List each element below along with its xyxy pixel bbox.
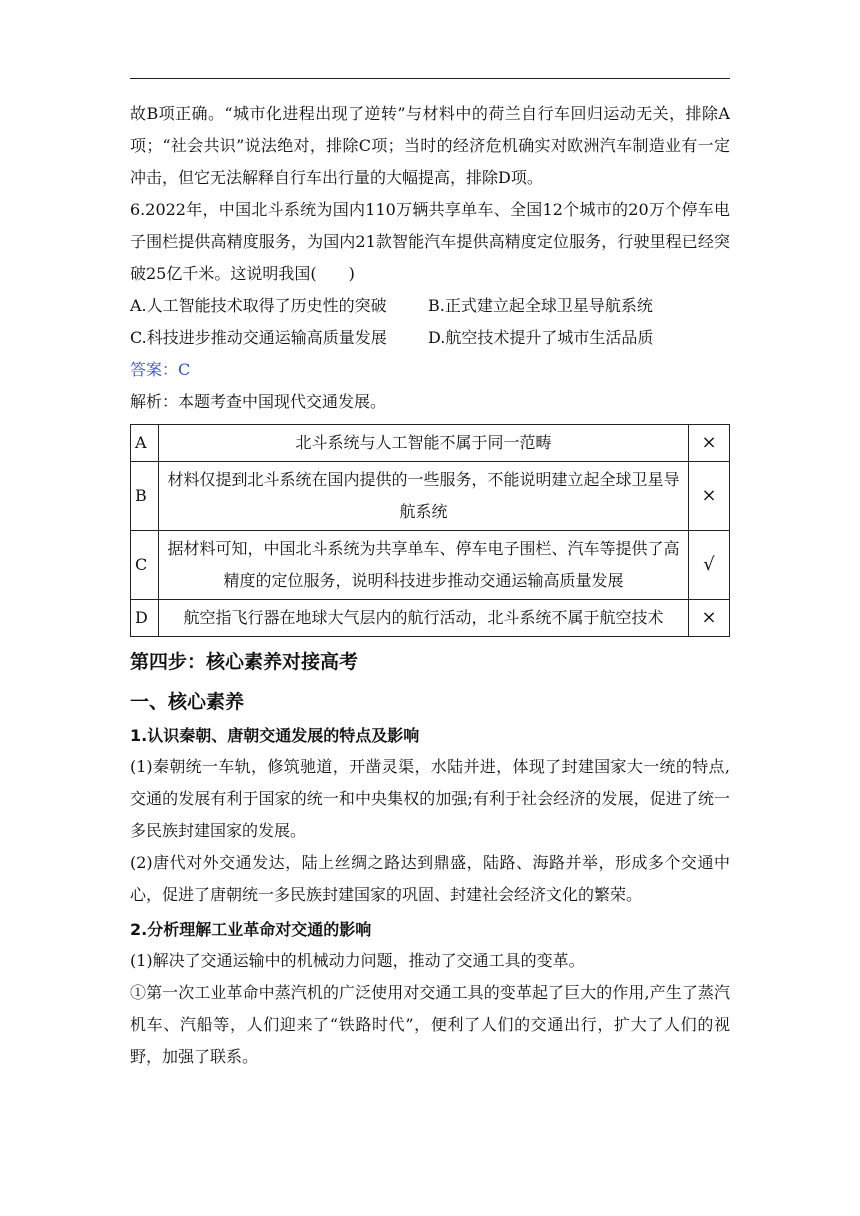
paragraph: (1)秦朝统一车轨，修筑驰道，开凿灵渠，水陆并进，体现了封建国家大一统的特点,交通的发展有利于国家的统一和中央集权的加强;有利于社会经济的发展，促进了统一多民族封建国家的发展。	[130, 757, 730, 840]
option-b: B.正式建立起全球卫星导航系统	[428, 296, 653, 315]
row-letter: B	[131, 462, 159, 531]
row-mark: ×	[689, 425, 730, 462]
row-letter: D	[131, 600, 159, 637]
page-content	[130, 98, 730, 1073]
paragraph: ①第一次工业革命中蒸汽机的广泛使用对交通工具的变革起了巨大的作用,产生了蒸汽机车、汽船等，人们迎来了“铁路时代”，便利了人们的交通出行，扩大了人们的视野，加强了联系。	[130, 983, 730, 1066]
paragraph: (2)唐代对外交通发达，陆上丝绸之路达到鼎盛，陆路、海路并举，形成多个交通中心，促进了唐朝统一多民族封建国家的巩固、封建社会经济文化的繁荣。	[130, 853, 730, 904]
row-mark: √	[689, 531, 730, 600]
subsection-title-2: 2.分析理解工业革命对交通的影响	[130, 920, 372, 939]
row-letter: C	[131, 531, 159, 600]
section-title: 一、核心素养	[130, 691, 245, 713]
question-stem: 6.2022年，中国北斗系统为国内110万辆共享单车、全国12个城市的20万个停车电子围栏提供高精度服务，为国内21款智能汽车提供高精度定位服务，行驶里程已经突破25亿千米。这说明我国( )	[130, 200, 730, 283]
table-row	[131, 531, 730, 600]
option-c: C.科技进步推动交通运输高质量发展	[130, 328, 387, 347]
row-letter: A	[131, 425, 159, 462]
row-mark: ×	[689, 600, 730, 637]
option-a: A.人工智能技术取得了历史性的突破	[130, 296, 387, 315]
paragraph: (1)解决了交通运输中的机械动力问题，推动了交通工具的变革。	[130, 951, 585, 970]
row-text: 北斗系统与人工智能不属于同一范畴	[159, 425, 689, 462]
row-text: 航空指飞行器在地球大气层内的航行活动，北斗系统不属于航空技术	[159, 600, 689, 637]
table-row	[131, 462, 730, 531]
subsection-title-1: 1.认识秦朝、唐朝交通发展的特点及影响	[130, 726, 420, 745]
analysis-table	[130, 424, 730, 637]
analysis-intro: 解析：本题考查中国现代交通发展。	[130, 392, 387, 411]
table-row	[131, 600, 730, 637]
options-row-2	[130, 322, 730, 354]
previous-explanation: 故B项正确。“城市化进程出现了逆转”与材料中的荷兰自行车回归运动无关，排除A项；“社会共识”说法绝对，排除C项；当时的经济危机确实对欧洲汽车制造业有一定冲击，但它无法解释自行车出行量的大幅提高，排除D项。	[130, 104, 730, 187]
step-title: 第四步：核心素养对接高考	[130, 651, 359, 673]
option-d: D.航空技术提升了城市生活品质	[428, 328, 654, 347]
answer: 答案：C	[130, 360, 191, 379]
options-row-1	[130, 290, 730, 322]
row-text: 据材料可知，中国北斗系统为共享单车、停车电子围栏、汽车等提供了高精度的定位服务，说明科技进步推动交通运输高质量发展	[159, 531, 689, 600]
row-text: 材料仅提到北斗系统在国内提供的一些服务，不能说明建立起全球卫星导航系统	[159, 462, 689, 531]
header-rule	[130, 78, 730, 79]
table-row	[131, 425, 730, 462]
row-mark: ×	[689, 462, 730, 531]
